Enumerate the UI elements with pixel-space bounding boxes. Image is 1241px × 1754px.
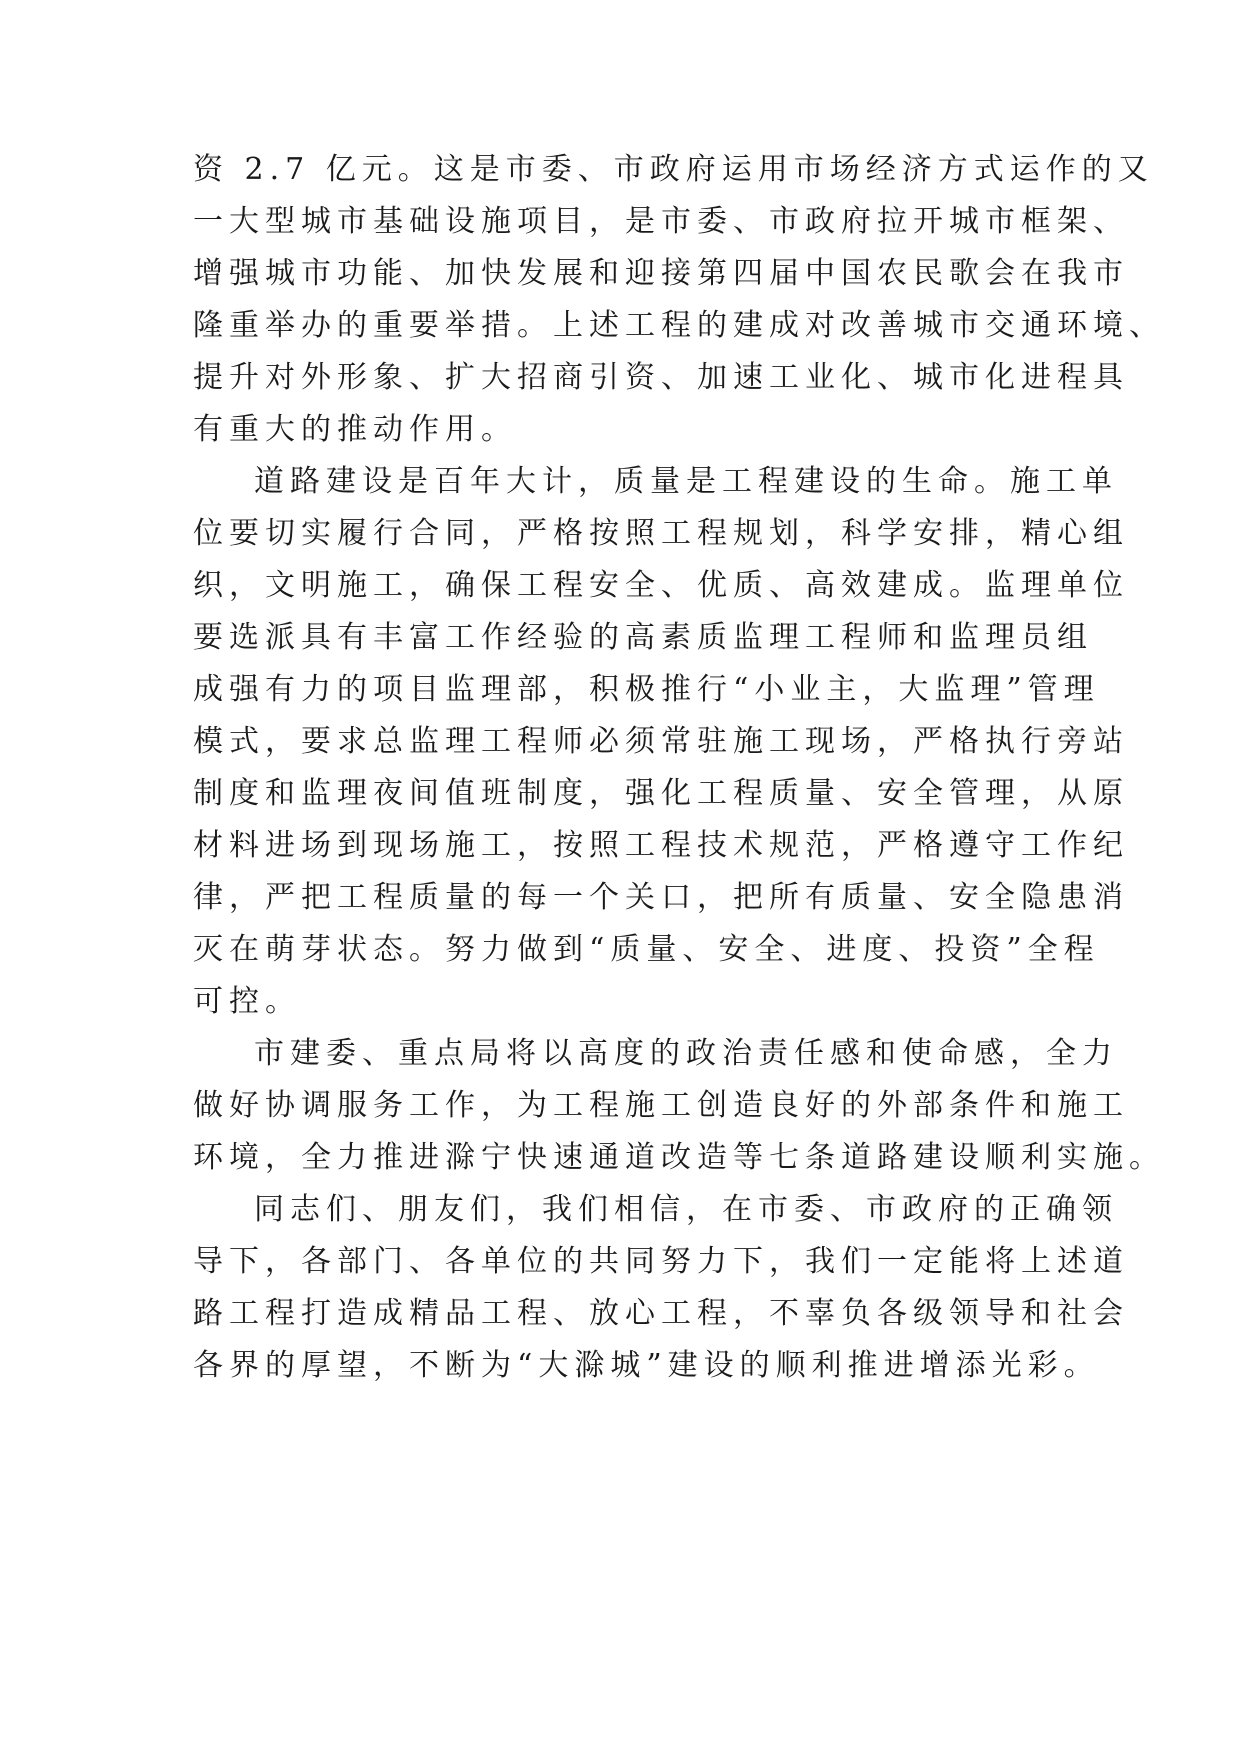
text-line: 路工程打造成精品工程、放心工程，不辜负各级领导和社会 [193,1296,1129,1331]
text-line: 提升对外形象、扩大招商引资、加速工业化、城市化进程具 [193,360,1129,395]
text-line: 一大型城市基础设施项目，是市委、市政府拉开城市框架、 [193,204,1129,239]
text-line: 可控。 [193,984,301,1019]
text-line: 成强有力的项目监理部，积极推行“小业主，大监理”管理 [193,672,1100,707]
text-line: 位要切实履行合同，严格按照工程规划，科学安排，精心组 [193,516,1129,551]
text-line: 材料进场到现场施工，按照工程技术规范，严格遵守工作纪 [193,828,1129,863]
text-line: 有重大的推动作用。 [193,412,517,447]
text-line: 增强城市功能、加快发展和迎接第四届中国农民歌会在我市 [193,256,1129,291]
text-line: 环境，全力推进滁宁快速通道改造等七条道路建设顺利实施。 [193,1140,1165,1175]
text-line: 灭在萌芽状态。努力做到“质量、安全、进度、投资”全程 [193,932,1100,967]
text-line: 律，严把工程质量的每一个关口，把所有质量、安全隐患消 [193,880,1129,915]
text-line: 导下，各部门、各单位的共同努力下，我们一定能将上述道 [193,1244,1129,1279]
text-line: 要选派具有丰富工作经验的高素质监理工程师和监理员组 [193,620,1093,655]
text-line: 做好协调服务工作，为工程施工创造良好的外部条件和施工 [193,1088,1129,1123]
text-line: 各界的厚望，不断为“大滁城”建设的顺利推进增添光彩。 [193,1348,1100,1383]
text-line: 市建委、重点局将以高度的政治责任感和使命感，全力 [254,1036,1118,1071]
text-line: 道路建设是百年大计，质量是工程建设的生命。施工单 [254,464,1118,499]
text-line: 织，文明施工，确保工程安全、优质、高效建成。监理单位 [193,568,1129,603]
text-line: 同志们、朋友们，我们相信，在市委、市政府的正确领 [254,1192,1118,1227]
text-line: 资 2.7 亿元。这是市委、市政府运用市场经济方式运作的又 [193,152,1154,187]
text-line: 制度和监理夜间值班制度，强化工程质量、安全管理，从原 [193,776,1129,811]
text-line: 隆重举办的重要举措。上述工程的建成对改善城市交通环境、 [193,308,1165,343]
text-line: 模式，要求总监理工程师必须常驻施工现场，严格执行旁站 [193,724,1129,759]
